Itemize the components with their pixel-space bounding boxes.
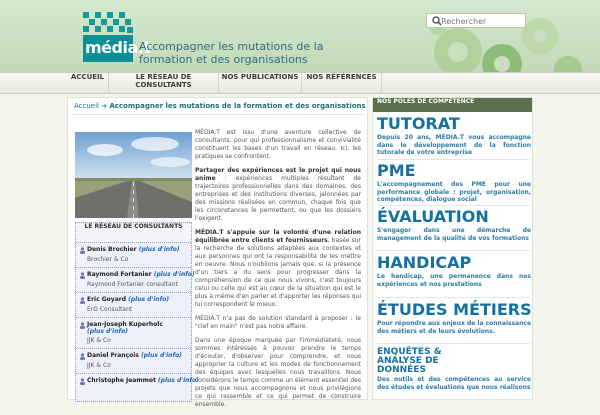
- logo-pixel: [101, 19, 107, 25]
- person-icon: [79, 378, 86, 385]
- consultant-item: [76, 375, 199, 399]
- pole-description: Pour répondre aux enjeux de la connaissance des métiers et de leurs évolutions.: [377, 320, 532, 335]
- logo-pixel: [107, 26, 113, 32]
- divider: [377, 205, 530, 206]
- pole-title[interactable]: TUTORAT: [377, 114, 460, 133]
- consultant-item: [76, 244, 191, 268]
- pole-title[interactable]: ÉVALUATION: [377, 207, 489, 226]
- logo-pixel: [89, 19, 95, 25]
- divider: [377, 250, 530, 251]
- sidebar-heading: NOS PÔLES DE COMPÉTENCE: [373, 98, 532, 112]
- logo-pixel: [107, 12, 113, 18]
- divider: [72, 114, 365, 115]
- pole-description: S'engager dans une démarche de management de la qualité de vos formations: [377, 227, 531, 242]
- logo-pixel: [95, 26, 101, 32]
- logo-pixel: [83, 26, 89, 32]
- more-info-link[interactable]: (plus d'info): [153, 271, 195, 278]
- road-photo: [75, 132, 192, 218]
- nav-accueil[interactable]: ACCUEIL: [67, 73, 109, 94]
- intro-paragraph: Partager des expériences est le projet qui nous anime : expériences multiples résultant de trajectoires professionnelles dans des domaines, des entreprises et des institutions diverses, jalonnées par des missions réalisées en commun, chaque fois que les circonstances le permettent, ou que les dossiers l'exigent.: [195, 167, 361, 222]
- consultant-name-line: [87, 352, 182, 359]
- pole-tutorat[interactable]: [377, 115, 531, 157]
- pole-description: Des outils et des compétences au service des études et évaluations que nous réalisons: [377, 376, 531, 391]
- breadcrumb: [74, 102, 364, 110]
- main-content: [67, 97, 368, 408]
- consultant-name: Raymond Fortanier: [87, 271, 152, 278]
- intro-highlight: MÉDIA.T s'appuie sur la volonté d'une relation équilibrée entre clients et fournisseurs: [195, 229, 361, 244]
- person-icon: [79, 272, 86, 279]
- consultant-item: [76, 319, 191, 349]
- logo-pixel: [83, 12, 89, 18]
- more-info-link[interactable]: (plus d'info): [157, 377, 199, 384]
- consultant-name: Christophe Jeammot: [87, 377, 156, 384]
- logo-text[interactable]: média.t: [85, 38, 151, 57]
- intro-paragraph: MÉDIA.T est issu d'une aventure collective de consultants, pour qui professionnalisme et convivialité constituent les bases d'un travail en réseau. Ici, les pratiques se confrontent.: [195, 129, 361, 160]
- logo-pixel: [95, 12, 101, 18]
- consultant-company: ErG Consultant: [87, 306, 133, 313]
- logo-pixel: [119, 26, 125, 32]
- intro-paragraph: MÉDIA.T n'a pas de solution standard à proposer : le "clef en main" n'est pas notre affaire.: [195, 315, 361, 330]
- consultants-box: [75, 222, 199, 402]
- more-info-link[interactable]: (plus d'info): [140, 352, 182, 359]
- more-info-link[interactable]: (plus d'info): [128, 296, 170, 303]
- site-header: [0, 0, 600, 72]
- consultant-name: Jean-Joseph Kuperholc: [87, 321, 163, 328]
- more-info-link[interactable]: (plus d'info): [138, 246, 180, 253]
- pole-handicap[interactable]: [377, 254, 531, 288]
- intro-highlight: Partager des expériences est le projet qui nous anime: [195, 167, 361, 182]
- consultant-item: [76, 350, 191, 374]
- main-nav: [0, 72, 600, 94]
- pole-description: L'accompagnement des PME pour une performance globale : projet, organisation, compétences, dialogue social: [377, 181, 531, 203]
- person-icon: [79, 247, 86, 254]
- search-box[interactable]: [426, 13, 526, 28]
- pole-etudes-metiers[interactable]: [377, 301, 531, 335]
- divider: [377, 159, 530, 160]
- consultant-company: Raymond Fortanier consultant: [87, 281, 178, 288]
- nav-publications[interactable]: NOS PUBLICATIONS: [219, 73, 302, 94]
- consultant-name: Eric Goyard: [87, 296, 127, 303]
- consultant-company: JJK & Co: [87, 362, 111, 369]
- search-input[interactable]: [441, 15, 521, 27]
- pole-title[interactable]: HANDICAP: [377, 253, 472, 272]
- consultant-item: [76, 269, 195, 293]
- nav-reseau[interactable]: LE RÉSEAU DE CONSULTANTS: [109, 73, 219, 94]
- competence-sidebar: [372, 97, 533, 400]
- logo-pixel: [113, 19, 119, 25]
- pole-evaluation[interactable]: [377, 208, 531, 242]
- logo-pixel: [125, 19, 131, 25]
- consultant-company: Brochier & Co: [87, 256, 129, 263]
- pole-description: Le handicap, une permanence dans nos expériences et nos prestations: [377, 273, 531, 288]
- divider: [377, 343, 530, 344]
- consultant-name-line: [87, 271, 195, 278]
- nav-references[interactable]: NOS RÉFÉRENCES: [302, 73, 382, 94]
- person-icon: [79, 297, 86, 304]
- breadcrumb-home[interactable]: Accueil: [74, 102, 99, 110]
- pole-pme[interactable]: [377, 162, 531, 204]
- consultants-title: LE RÉSEAU DE CONSULTANTS: [76, 223, 191, 243]
- intro-text: [195, 129, 361, 415]
- site-tagline: Accompagner les mutations de la formation et des organisations: [139, 40, 324, 66]
- more-info-link[interactable]: (plus d'info): [87, 328, 128, 335]
- consultant-company: JJK & Co: [87, 337, 111, 344]
- consultant-name: Denis Brochier: [87, 246, 137, 253]
- pole-description: Depuis 20 ans, MÉDIA.T vous accompagne dans le développement de la fonction tutorale de votre entreprise: [377, 134, 531, 156]
- person-icon: [79, 353, 86, 360]
- divider: [377, 297, 530, 298]
- person-icon: [79, 322, 86, 329]
- intro-paragraph: MÉDIA.T s'appuie sur la volonté d'une relation équilibrée entre clients et fournisseurs, basée sur la recherche de solutions adaptées aux contextes et aux personnes qui ont la responsabilité de les mettre en oeuvre. Nous n'oublions jamais que, si la présence d'un tiers a du sens pour progresser dans la compréhension de ce que nous vivons, c'est toujours celui ou celle qui est au cœur de la situation qui est le plus à même d'en parler et d'apporter les réponses qui lui correspondent le mieux.: [195, 229, 361, 308]
- logo-pixel: [119, 12, 125, 18]
- intro-paragraph: Dans une époque marquée par l'immédiateté, nous sommes intéressés à pouvoir prendre le temps d'écouter, d'observer pour comprendre, et nous approprier la culture et les modes de fonctionnement des équipes avec lesquelles nous travaillons. Nous considérons le temps comme un élément essentiel des projets que nous accompagnons et nous privilégions ce qui rassemble et ce qui permet de construire ensemble.: [195, 337, 361, 408]
- breadcrumb-separator: ➜: [101, 102, 108, 110]
- pole-title[interactable]: PME: [377, 161, 416, 180]
- logo-pixel: [127, 27, 133, 33]
- consultant-name-line: [87, 296, 169, 303]
- consultant-name-line: [87, 377, 199, 384]
- right-margin: [536, 97, 600, 400]
- pole-title[interactable]: ENQUÊTES & ANALYSE DE DONNÉES: [377, 347, 442, 375]
- consultant-name: Daniel François: [87, 352, 139, 359]
- pole-enquetes[interactable]: [377, 348, 531, 391]
- breadcrumb-current: Accompagner les mutations de la formation et des organisations: [109, 102, 366, 110]
- consultant-item: [76, 294, 191, 318]
- consultant-name-line: [87, 246, 180, 253]
- pole-title[interactable]: ÉTUDES MÉTIERS: [377, 300, 532, 319]
